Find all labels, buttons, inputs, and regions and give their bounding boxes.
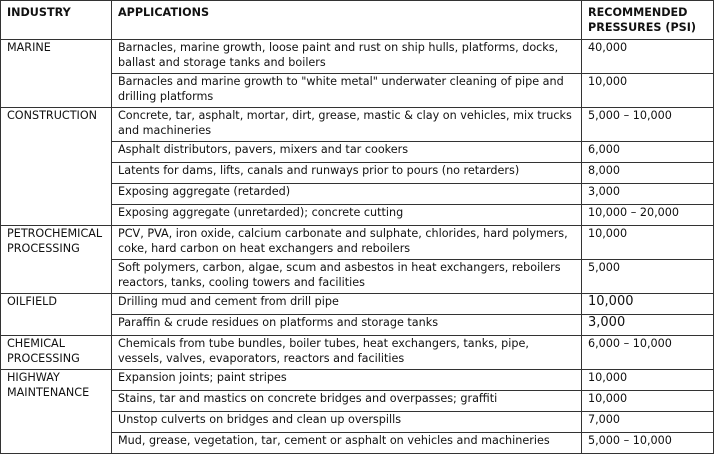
table-row — [1, 294, 714, 315]
application-cell: Drilling mud and cement from drill pipe — [112, 294, 582, 315]
table-row — [1, 336, 714, 370]
application-cell: Soft polymers, carbon, algae, scum and asbestos in heat exchangers, reboilers reactors, tanks, cooling towers and facilities — [112, 260, 582, 294]
industry-cell-oilfield: OILFIELD — [1, 294, 112, 336]
industry-header: INDUSTRY — [1, 1, 112, 40]
pressure-cell: 6,000 — [582, 142, 714, 163]
application-cell: Barnacles, marine growth, loose paint and rust on ship hulls, platforms, docks, ballast and storage tanks and boilers — [112, 40, 582, 74]
pressure-cell: 3,000 — [582, 184, 714, 205]
application-cell: Barnacles and marine growth to "white metal" underwater cleaning of pipe and drilling platforms — [112, 74, 582, 108]
pressure-cell: 40,000 — [582, 40, 714, 74]
pressure-cell: 6,000 – 10,000 — [582, 336, 714, 370]
pressure-cell: 8,000 — [582, 163, 714, 184]
pressure-cell: 7,000 — [582, 412, 714, 433]
pressure-cell: 10,000 — [582, 294, 714, 315]
table-row — [1, 226, 714, 260]
pressure-cell: 10,000 — [582, 226, 714, 260]
industry-cell-highway: HIGHWAY MAINTENANCE — [1, 370, 112, 454]
pressure-cell: 3,000 — [582, 315, 714, 336]
pressure-cell: 10,000 — [582, 370, 714, 391]
application-cell: Unstop culverts on bridges and clean up overspills — [112, 412, 582, 433]
table-row — [1, 370, 714, 391]
table-row — [1, 40, 714, 74]
application-cell: Expansion joints; paint stripes — [112, 370, 582, 391]
pressure-cell: 5,000 — [582, 260, 714, 294]
pressure-header-line2: PRESSURES (PSI) — [588, 21, 697, 34]
pressure-cell: 10,000 — [582, 391, 714, 412]
application-cell: Mud, grease, vegetation, tar, cement or asphalt on vehicles and machineries — [112, 433, 582, 454]
header-row — [1, 1, 714, 40]
application-cell: Exposing aggregate (retarded) — [112, 184, 582, 205]
pressure-header — [582, 1, 714, 40]
pressure-cell: 5,000 – 10,000 — [582, 108, 714, 142]
industry-cell-chemical: CHEMICAL PROCESSING — [1, 336, 112, 370]
industry-cell-petrochemical: PETROCHEMICAL PROCESSING — [1, 226, 112, 294]
industry-cell-marine: MARINE — [1, 40, 112, 108]
application-cell: Latents for dams, lifts, canals and runways prior to pours (no retarders) — [112, 163, 582, 184]
industry-cell-construction: CONSTRUCTION — [1, 108, 112, 226]
pressure-cell: 5,000 – 10,000 — [582, 433, 714, 454]
application-cell: Concrete, tar, asphalt, mortar, dirt, grease, mastic & clay on vehicles, mix trucks and machineries — [112, 108, 582, 142]
application-cell: Paraffin & crude residues on platforms and storage tanks — [112, 315, 582, 336]
applications-header: APPLICATIONS — [112, 1, 582, 40]
application-cell: Chemicals from tube bundles, boiler tubes, heat exchangers, tanks, pipe, vessels, valves, evaporators, reactors and facilities — [112, 336, 582, 370]
application-cell: Stains, tar and mastics on concrete bridges and overpasses; graffiti — [112, 391, 582, 412]
application-cell: Exposing aggregate (unretarded); concrete cutting — [112, 205, 582, 226]
table-row — [1, 108, 714, 142]
pressure-cell: 10,000 — [582, 74, 714, 108]
pressure-header-line1: RECOMMENDED — [588, 6, 688, 19]
application-cell: PCV, PVA, iron oxide, calcium carbonate and sulphate, chlorides, hard polymers, coke, hard carbon on heat exchangers and reboilers — [112, 226, 582, 260]
application-cell: Asphalt distributors, pavers, mixers and tar cookers — [112, 142, 582, 163]
pressure-cell: 10,000 – 20,000 — [582, 205, 714, 226]
